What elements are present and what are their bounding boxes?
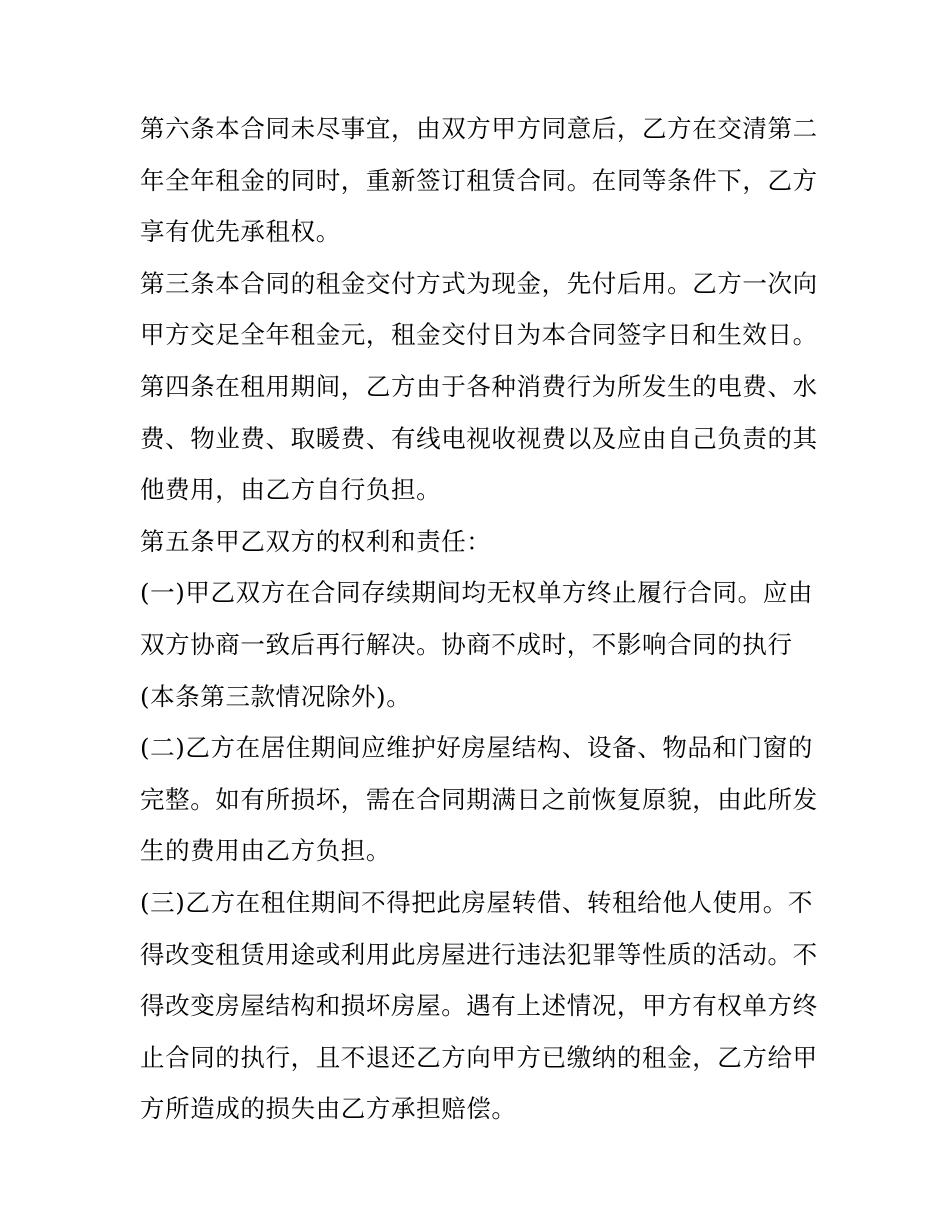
text-line: 方所造成的损失由乙方承担赔偿。 bbox=[140, 1094, 517, 1124]
text-line: 他费用，由乙方自行负担。 bbox=[140, 475, 442, 505]
text-line: 年全年租金的同时，重新签订租赁合同。在同等条件下，乙方 bbox=[140, 165, 818, 195]
text-line: 费、物业费、取暖费、有线电视收视费以及应由自己负责的其 bbox=[140, 423, 818, 453]
text-line: 生的费用由乙方负担。 bbox=[140, 836, 391, 866]
text-line: (本条第三款情况除外)。 bbox=[140, 681, 412, 711]
text-line: (一)甲乙双方在合同存续期间均无权单方终止履行合同。应由 bbox=[140, 578, 813, 608]
text-line: (三)乙方在租住期间不得把此房屋转借、转租给他人使用。不 bbox=[140, 887, 813, 917]
text-line: 得改变房屋结构和损坏房屋。遇有上述情况，甲方有权单方终 bbox=[140, 991, 818, 1021]
text-line: 止合同的执行，且不退还乙方向甲方已缴纳的租金，乙方给甲 bbox=[140, 1042, 818, 1072]
text-line: 完整。如有所损坏，需在合同期满日之前恢复原貌，由此所发 bbox=[140, 784, 818, 814]
text-line: 第三条本合同的租金交付方式为现金，先付后用。乙方一次向 bbox=[140, 268, 818, 298]
contract-text bbox=[140, 103, 820, 1135]
text-line: 第五条甲乙双方的权利和责任： bbox=[140, 526, 492, 556]
text-line: 第四条在租用期间，乙方由于各种消费行为所发生的电费、水 bbox=[140, 371, 818, 401]
text-line: 第六条本合同未尽事宜，由双方甲方同意后，乙方在交清第二 bbox=[140, 114, 818, 143]
text-line: 甲方交足全年租金元，租金交付日为本合同签字日和生效日。 bbox=[140, 320, 818, 350]
text-line: 得改变租赁用途或利用此房屋进行违法犯罪等性质的活动。不 bbox=[140, 939, 818, 969]
text-line: (二)乙方在居住期间应维护好房屋结构、设备、物品和门窗的 bbox=[140, 733, 813, 763]
text-line: 双方协商一致后再行解决。协商不成时，不影响合同的执行 bbox=[140, 629, 793, 659]
text-line: 享有优先承租权。 bbox=[140, 217, 341, 247]
